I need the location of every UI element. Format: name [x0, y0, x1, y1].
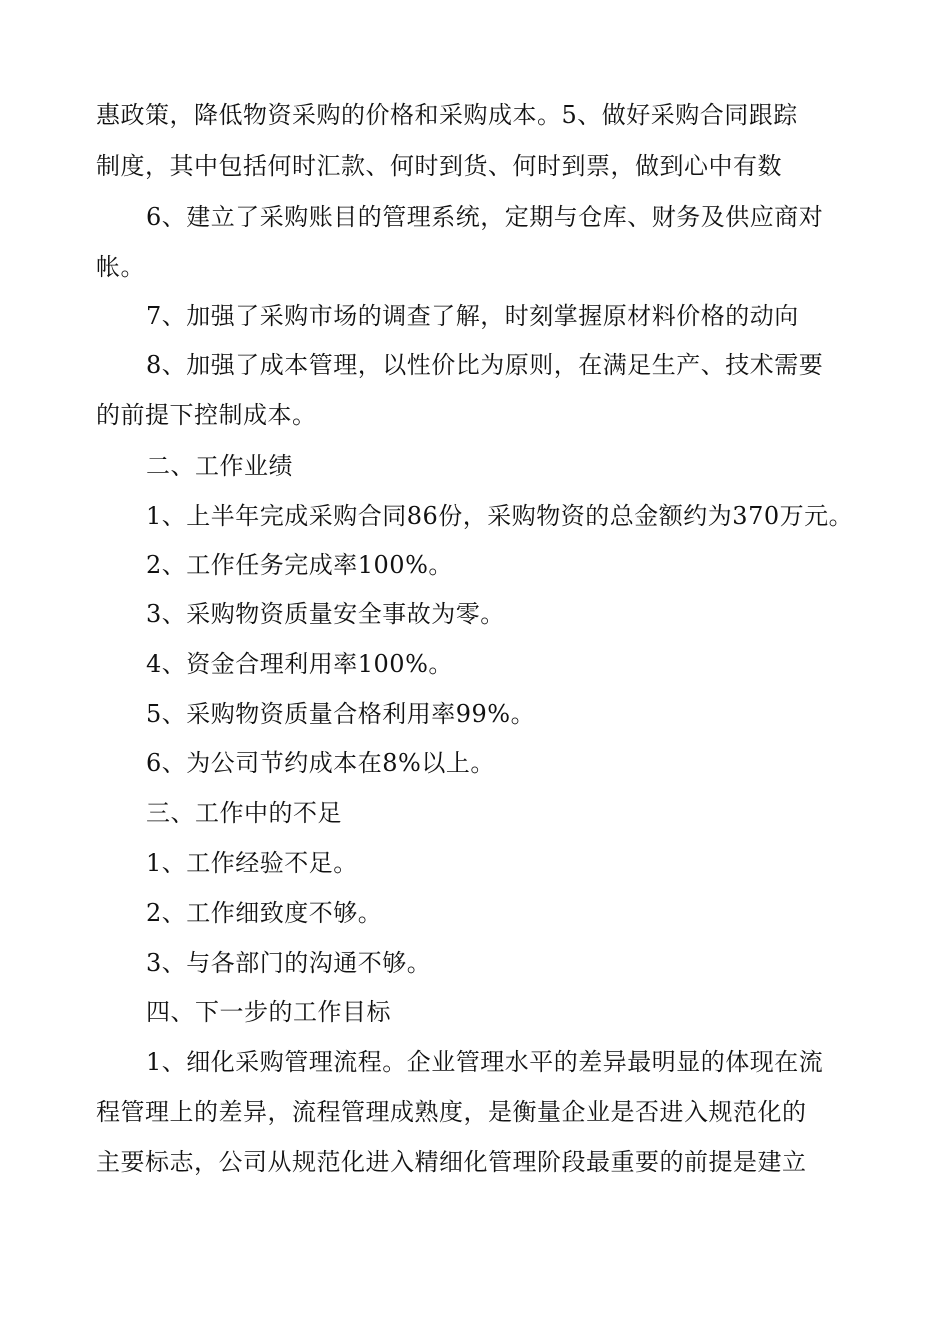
section-heading-4: 四、下一步的工作目标: [146, 998, 391, 1026]
text-line: 惠政策，降低物资采购的价格和采购成本。5、做好采购合同跟踪: [96, 101, 798, 129]
achievement-item-6: 6、为公司节约成本在8%以上。: [146, 749, 495, 777]
achievement-item-2: 2、工作任务完成率100%。: [146, 551, 453, 579]
achievement-item-1: 1、上半年完成采购合同86份，采购物资的总金额约为370万元。: [146, 502, 854, 530]
achievement-item-3: 3、采购物资质量安全事故为零。: [146, 600, 505, 628]
text-line: 主要标志，公司从规范化进入精细化管理阶段最重要的前提是建立: [96, 1148, 807, 1176]
text-line: 的前提下控制成本。: [96, 401, 317, 429]
paragraph-7: 7、加强了采购市场的调查了解，时刻掌握原材料价格的动向: [146, 302, 799, 330]
paragraph-6: 6、建立了采购账目的管理系统，定期与仓库、财务及供应商对: [146, 203, 824, 231]
shortcoming-item-3: 3、与各部门的沟通不够。: [146, 949, 432, 977]
section-heading-3: 三、工作中的不足: [146, 799, 342, 827]
shortcoming-item-1: 1、工作经验不足。: [146, 849, 358, 877]
achievement-item-4: 4、资金合理利用率100%。: [146, 650, 453, 678]
section-heading-2: 二、工作业绩: [146, 452, 293, 480]
goal-item-1: 1、细化采购管理流程。企业管理水平的差异最明显的体现在流: [146, 1048, 824, 1076]
text-line: 制度，其中包括何时汇款、何时到货、何时到票，做到心中有数: [96, 152, 782, 180]
text-line: 帐。: [96, 253, 145, 281]
achievement-item-5: 5、采购物资质量合格利用率99%。: [146, 700, 536, 728]
text-line: 程管理上的差异，流程管理成熟度，是衡量企业是否进入规范化的: [96, 1098, 807, 1126]
paragraph-8: 8、加强了成本管理，以性价比为原则，在满足生产、技术需要: [146, 351, 824, 379]
shortcoming-item-2: 2、工作细致度不够。: [146, 899, 383, 927]
